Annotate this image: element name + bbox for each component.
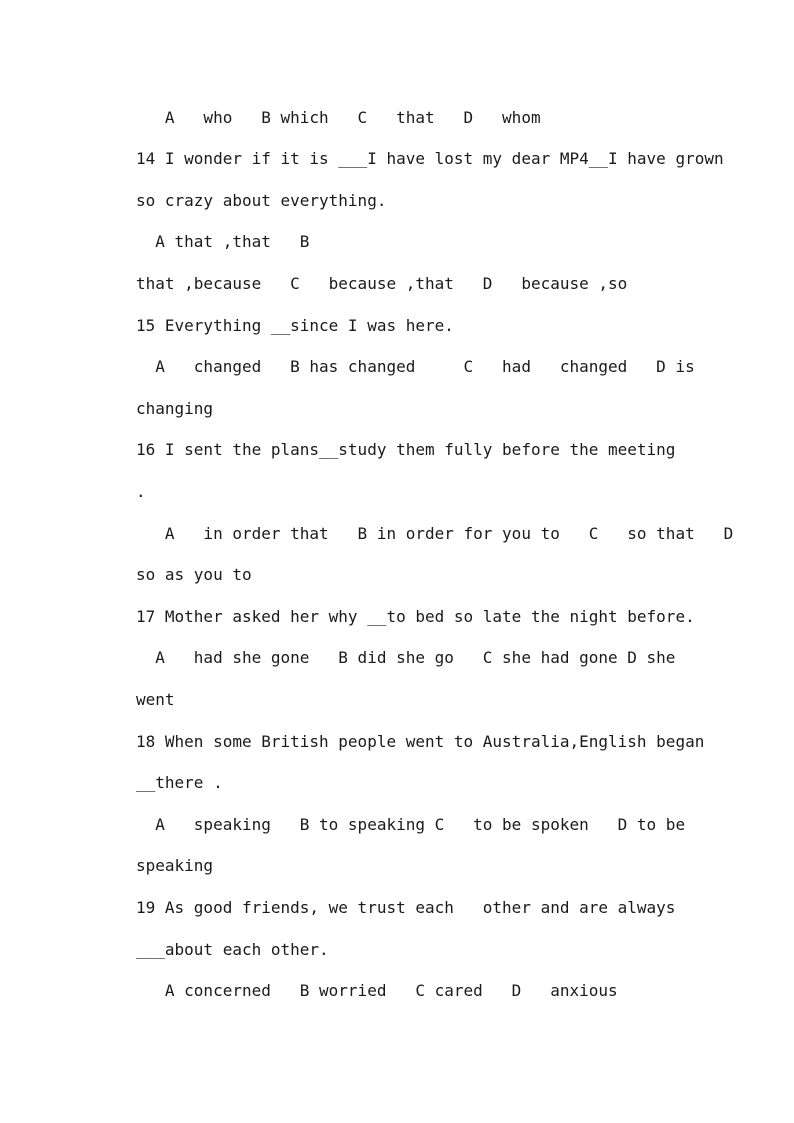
q14-options-cont: that ,because C because ,that D because ,so	[136, 274, 628, 293]
q16-options: A in order that B in order for you to C so that D	[136, 524, 734, 543]
q18-options: A speaking B to speaking C to be spoken D to be	[136, 815, 686, 834]
q17-options-cont: went	[136, 690, 175, 709]
q17-options: A had she gone B did she go C she had gone D she	[136, 648, 676, 667]
q19-options: A concerned B worried C cared D anxious	[136, 981, 618, 1000]
q14-stem-cont: so crazy about everything.	[136, 191, 387, 210]
q18-stem: 18 When some British people went to Australia,English began	[136, 732, 705, 751]
q13-options: A who B which C that D whom	[136, 108, 541, 127]
q17-stem: 17 Mother asked her why __to bed so late the night before.	[136, 607, 695, 626]
q14-stem: 14 I wonder if it is ___I have lost my dear MP4__I have grown	[136, 149, 724, 168]
q16-stem: 16 I sent the plans__study them fully before the meeting	[136, 440, 676, 459]
q14-options: A that ,that B	[136, 232, 310, 251]
q15-stem: 15 Everything __since I was here.	[136, 316, 454, 335]
q15-options: A changed B has changed C had changed D is	[136, 357, 695, 376]
q16-stem-cont: .	[136, 482, 146, 501]
q16-options-cont: so as you to	[136, 565, 252, 584]
q18-options-cont: speaking	[136, 856, 214, 875]
q19-stem-cont: ___about each other.	[136, 940, 329, 959]
q19-stem: 19 As good friends, we trust each other and are always	[136, 898, 676, 917]
q15-options-cont: changing	[136, 399, 214, 418]
q18-stem-cont: __there .	[136, 773, 223, 792]
